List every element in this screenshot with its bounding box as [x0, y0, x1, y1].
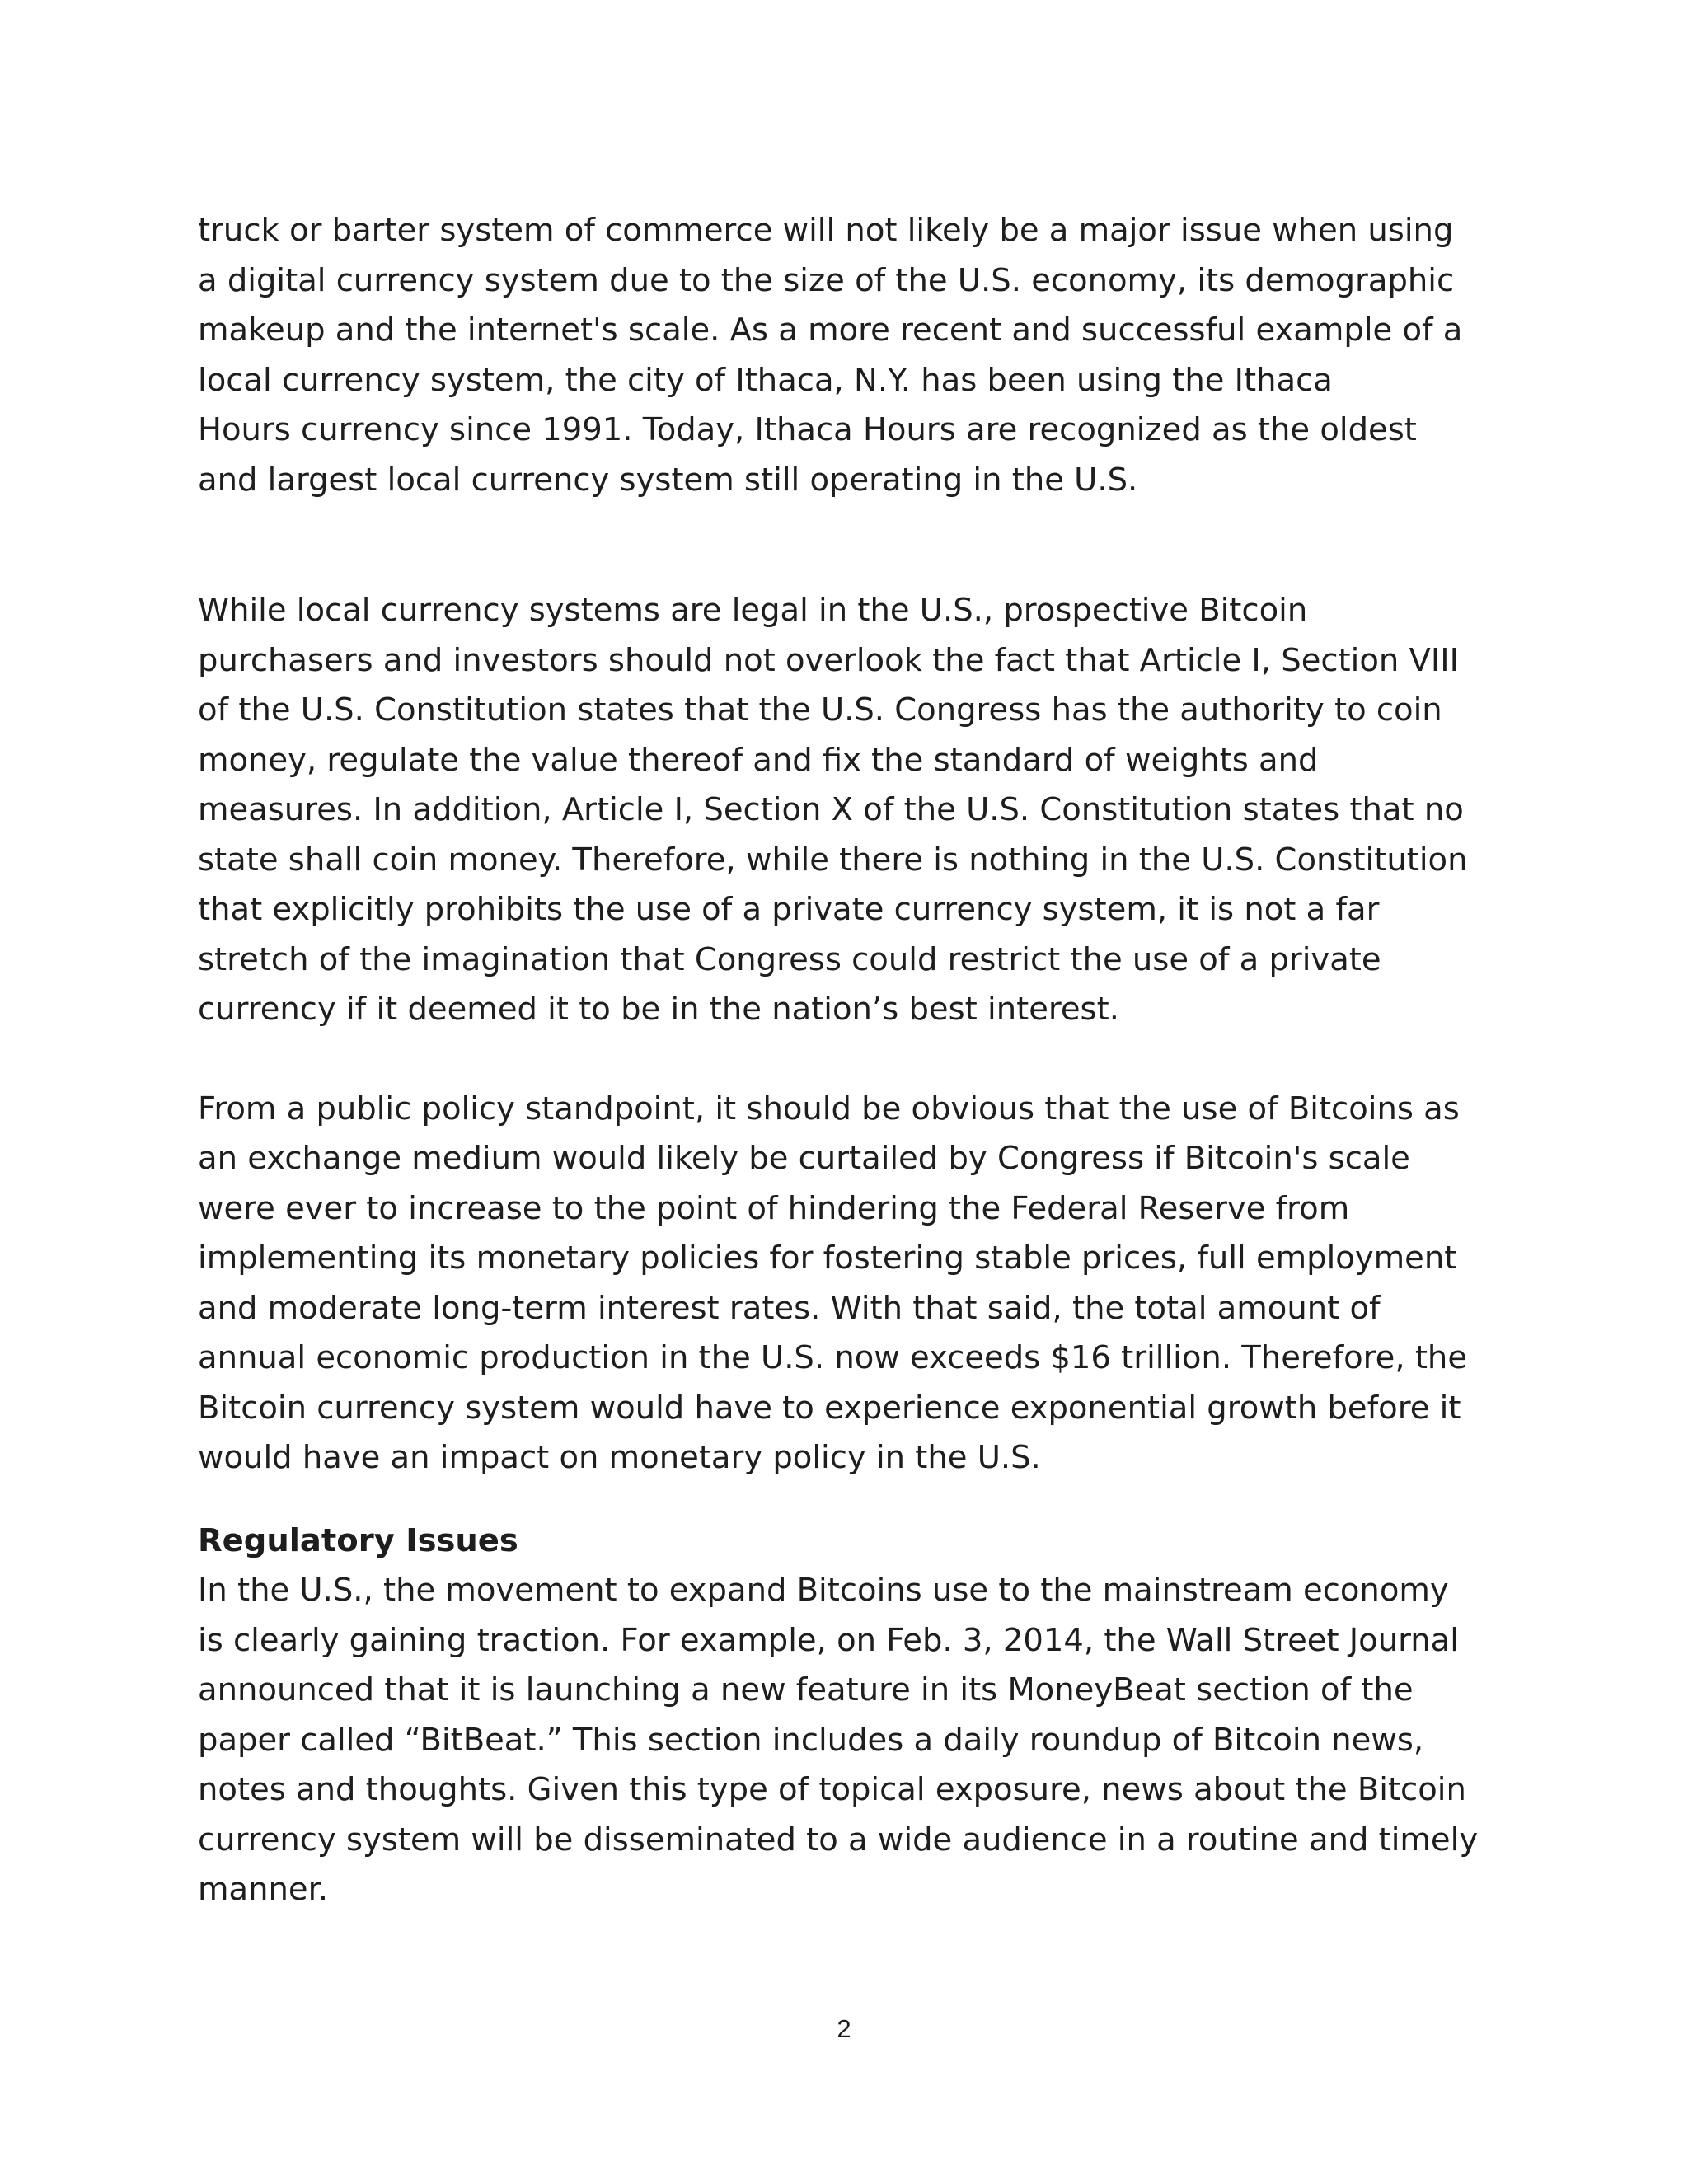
text-line: money, regulate the value thereof and fix the standard of weights and — [198, 741, 1319, 779]
section-regulatory-issues — [198, 1516, 1517, 1915]
text-line: While local currency systems are legal in the U.S., prospective Bitcoin — [198, 592, 1308, 629]
text-line: local currency system, the city of Ithaca, N.Y. has been using the Ithaca — [198, 361, 1333, 399]
text-line: notes and thoughts. Given this type of topical exposure, news about the Bitcoin — [198, 1771, 1466, 1808]
text-line: of the U.S. Constitution states that the U.S. Congress has the authority to coin — [198, 691, 1442, 729]
text-line: currency if it deemed it to be in the nation’s best interest. — [198, 991, 1119, 1028]
document-body — [198, 206, 1517, 1915]
text-line: is clearly gaining traction. For example, on Feb. 3, 2014, the Wall Street Journal — [198, 1621, 1459, 1659]
text-line: From a public policy standpoint, it should be obvious that the use of Bitcoins as — [198, 1090, 1460, 1127]
text-line: manner. — [198, 1871, 329, 1908]
text-line: would have an impact on monetary policy in the U.S. — [198, 1439, 1041, 1476]
section-heading: Regulatory Issues — [198, 1521, 518, 1559]
text-line: implementing its monetary policies for fostering stable prices, full employment — [198, 1240, 1457, 1277]
text-line: announced that it is launching a new feature in its MoneyBeat section of the — [198, 1671, 1414, 1708]
paragraph-spacer — [198, 505, 1517, 586]
paragraph-spacer — [198, 1035, 1517, 1085]
paragraph-public-policy — [198, 1085, 1517, 1483]
text-line: and largest local currency system still operating in the U.S. — [198, 461, 1138, 499]
paragraph-constitution — [198, 586, 1517, 1035]
text-line: stretch of the imagination that Congress could restrict the use of a private — [198, 940, 1381, 978]
text-line: In the U.S., the movement to expand Bitcoins use to the mainstream economy — [198, 1572, 1449, 1609]
text-line: a digital currency system due to the size of the U.S. economy, its demographic — [198, 261, 1455, 299]
text-line: annual economic production in the U.S. now exceeds $16 trillion. Therefore, the — [198, 1339, 1467, 1376]
text-line: state shall coin money. Therefore, while there is nothing in the U.S. Constitution — [198, 841, 1468, 879]
text-line: that explicitly prohibits the use of a private currency system, it is not a far — [198, 891, 1380, 928]
text-line: currency system will be disseminated to a wide audience in a routine and timely — [198, 1821, 1479, 1858]
text-line: makeup and the internet's scale. As a more recent and successful example of a — [198, 312, 1463, 349]
text-line: Bitcoin currency system would have to experience exponential growth before it — [198, 1389, 1461, 1427]
text-line: measures. In addition, Article I, Section X of the U.S. Constitution states that no — [198, 791, 1464, 828]
text-line: Hours currency since 1991. Today, Ithaca Hours are recognized as the oldest — [198, 411, 1417, 448]
page-number: 2 — [837, 2014, 851, 2043]
paragraph-ithaca — [198, 206, 1517, 505]
paragraph-spacer — [198, 1483, 1517, 1516]
text-line: truck or barter system of commerce will not likely be a major issue when using — [198, 212, 1454, 249]
text-line: paper called “BitBeat.” This section includes a daily roundup of Bitcoin news, — [198, 1721, 1424, 1759]
text-line: and moderate long-term interest rates. With that said, the total amount of — [198, 1289, 1381, 1327]
text-line: an exchange medium would likely be curtailed by Congress if Bitcoin's scale — [198, 1140, 1410, 1177]
text-line: purchasers and investors should not overlook the fact that Article I, Section VIII — [198, 641, 1459, 679]
text-line: were ever to increase to the point of hindering the Federal Reserve from — [198, 1189, 1350, 1227]
